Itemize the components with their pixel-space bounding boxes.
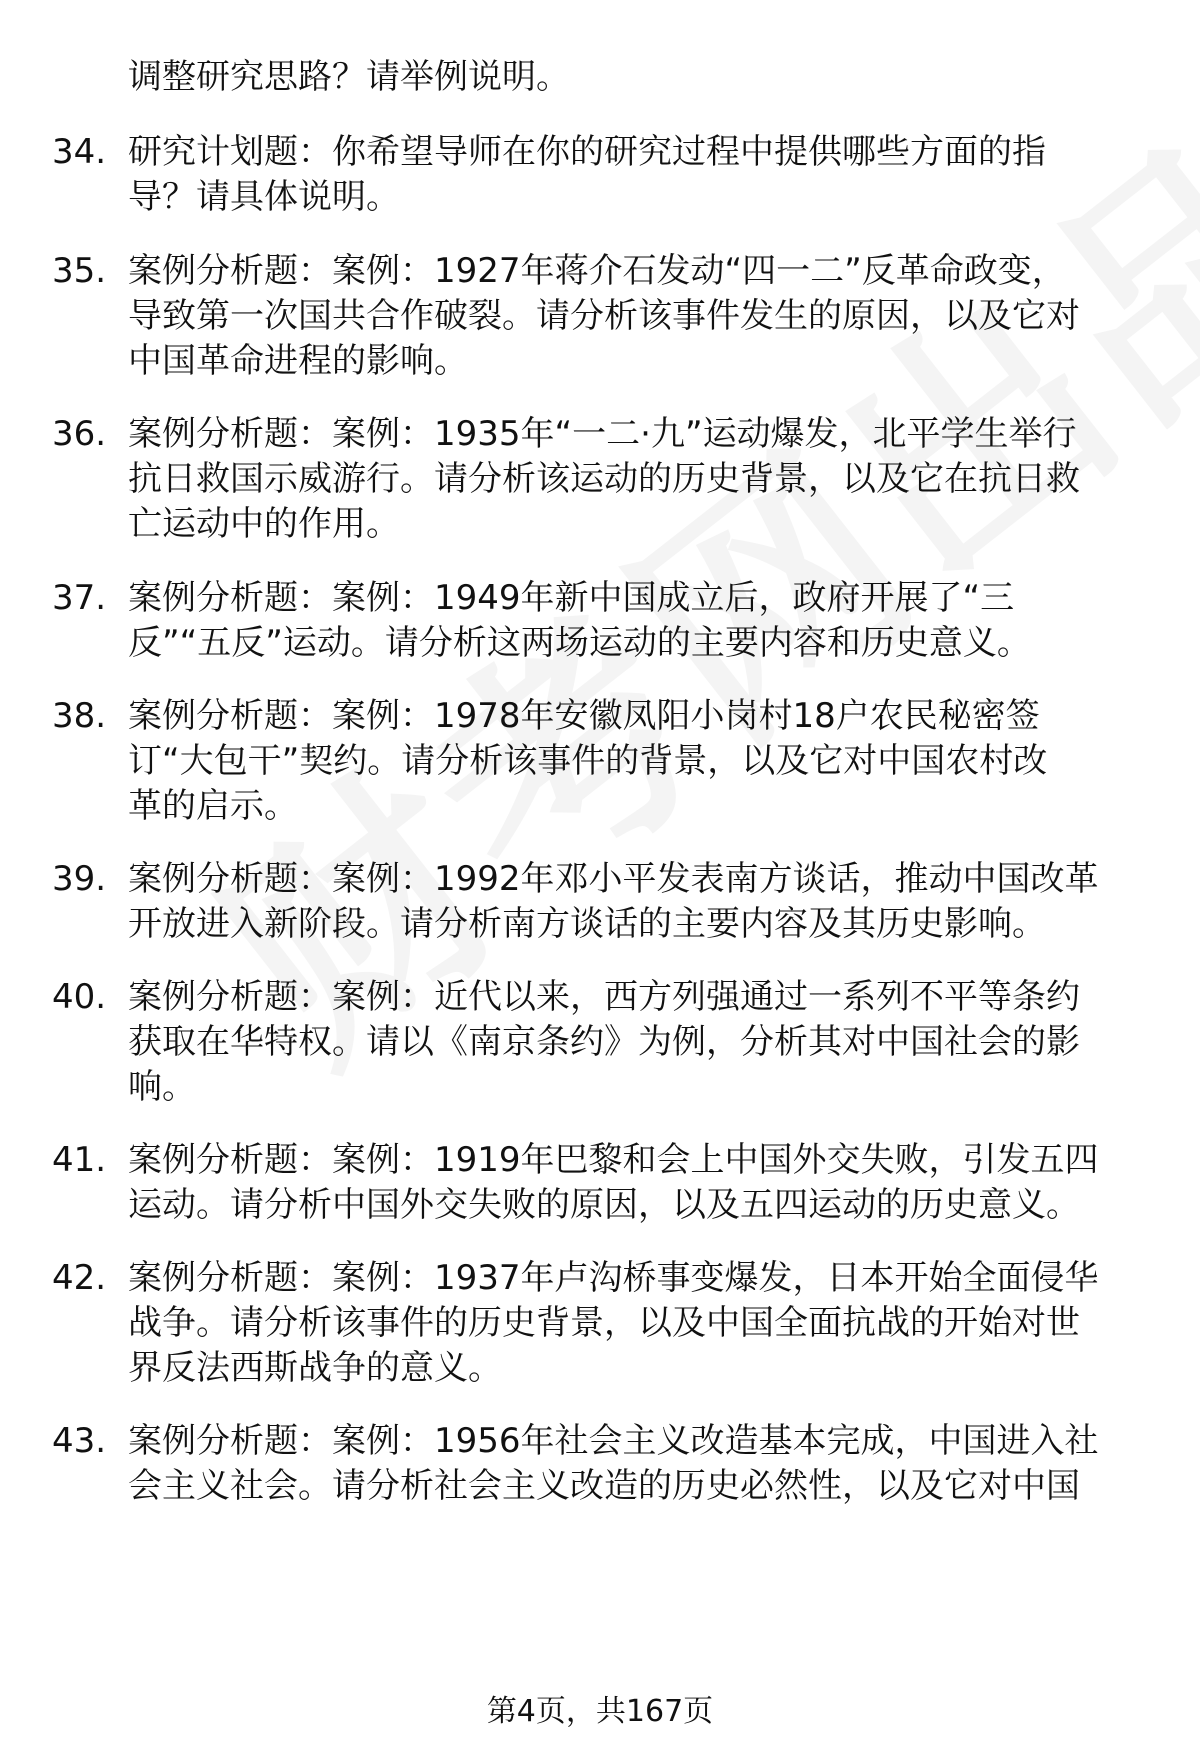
question-text-line: 调整研究思路？请举例说明。: [128, 57, 570, 97]
question-text-line: 革的启示。: [128, 786, 298, 826]
list-item-continuation: [0, 1343, 1200, 1393]
list-item: [0, 854, 1200, 904]
question-number: 38.: [52, 696, 107, 736]
question-number: 43.: [52, 1421, 107, 1461]
list-item: [0, 246, 1200, 296]
question-text-line: 案例分析题：案例：1927年蒋介石发动“四一二”反革命政变，: [128, 251, 1066, 291]
list-item: [0, 573, 1200, 623]
list-item: [0, 972, 1200, 1022]
list-item-continuation: [0, 1461, 1200, 1511]
list-item-continuation: [0, 1017, 1200, 1067]
question-text-line: 导？请具体说明。: [128, 177, 400, 217]
question-number: 39.: [52, 859, 107, 899]
list-item-continuation: [0, 736, 1200, 786]
question-number: 36.: [52, 414, 107, 454]
question-text-line: 中国革命进程的影响。: [128, 341, 468, 381]
question-text-line: 亡运动中的作用。: [128, 504, 400, 544]
question-text-line: 案例分析题：案例：1956年社会主义改造基本完成，中国进入社: [128, 1421, 1099, 1461]
list-item: [0, 1253, 1200, 1303]
list-item-continuation: [0, 618, 1200, 668]
question-text-line: 案例分析题：案例：近代以来，西方列强通过一系列不平等条约: [128, 977, 1080, 1017]
list-item-continuation: [0, 781, 1200, 831]
list-item: [0, 691, 1200, 741]
question-text-line: 开放进入新阶段。请分析南方谈话的主要内容及其历史影响。: [128, 904, 1046, 944]
list-item-continuation: [0, 1180, 1200, 1230]
list-item-continuation: [0, 899, 1200, 949]
question-number: 40.: [52, 977, 107, 1017]
list-item: [0, 409, 1200, 459]
list-item: [0, 1135, 1200, 1185]
question-text-line: 会主义社会。请分析社会主义改造的历史必然性，以及它对中国: [128, 1466, 1080, 1506]
question-text-line: 案例分析题：案例：1992年邓小平发表南方谈话，推动中国改革: [128, 859, 1099, 899]
question-text-line: 案例分析题：案例：1978年安徽凤阳小岗村18户农民秘密签: [128, 696, 1040, 736]
question-text-line: 战争。请分析该事件的历史背景，以及中国全面抗战的开始对世: [128, 1303, 1080, 1343]
question-text-line: 研究计划题：你希望导师在你的研究过程中提供哪些方面的指: [128, 132, 1046, 172]
list-item-continuation: [0, 1062, 1200, 1112]
question-number: 37.: [52, 578, 107, 618]
list-item: [0, 52, 1200, 102]
question-number: 35.: [52, 251, 107, 291]
question-text-line: 响。: [128, 1067, 196, 1107]
question-text-line: 案例分析题：案例：1935年“一二·九”运动爆发，北平学生举行: [128, 414, 1077, 454]
list-item-continuation: [0, 499, 1200, 549]
list-item: [0, 1416, 1200, 1466]
question-text-line: 获取在华特权。请以《南京条约》为例，分析其对中国社会的影: [128, 1022, 1080, 1062]
page-footer: 第4页，共167页: [486, 1694, 714, 1729]
list-item-continuation: [0, 1298, 1200, 1348]
question-text-line: 案例分析题：案例：1919年巴黎和会上中国外交失败，引发五四: [128, 1140, 1099, 1180]
question-text-line: 案例分析题：案例：1949年新中国成立后，政府开展了“三: [128, 578, 1015, 618]
list-item-continuation: [0, 336, 1200, 386]
question-text-line: 界反法西斯战争的意义。: [128, 1348, 502, 1388]
question-text-line: 抗日救国示威游行。请分析该运动的历史背景，以及它在抗日救: [128, 459, 1080, 499]
list-item-continuation: [0, 454, 1200, 504]
question-text-line: 订“大包干”契约。请分析该事件的背景，以及它对中国农村改: [128, 741, 1048, 781]
list-item-continuation: [0, 172, 1200, 222]
question-text-line: 导致第一次国共合作破裂。请分析该事件发生的原因，以及它对: [128, 296, 1080, 336]
question-text-line: 运动。请分析中国外交失败的原因，以及五四运动的历史意义。: [128, 1185, 1080, 1225]
list-item: [0, 127, 1200, 177]
question-text-line: 案例分析题：案例：1937年卢沟桥事变爆发，日本开始全面侵华: [128, 1258, 1099, 1298]
list-item-continuation: [0, 291, 1200, 341]
question-number: 41.: [52, 1140, 107, 1180]
question-number: 42.: [52, 1258, 107, 1298]
question-number: 34.: [52, 132, 107, 172]
question-text-line: 反”“五反”运动。请分析这两场运动的主要内容和历史意义。: [128, 623, 1031, 663]
